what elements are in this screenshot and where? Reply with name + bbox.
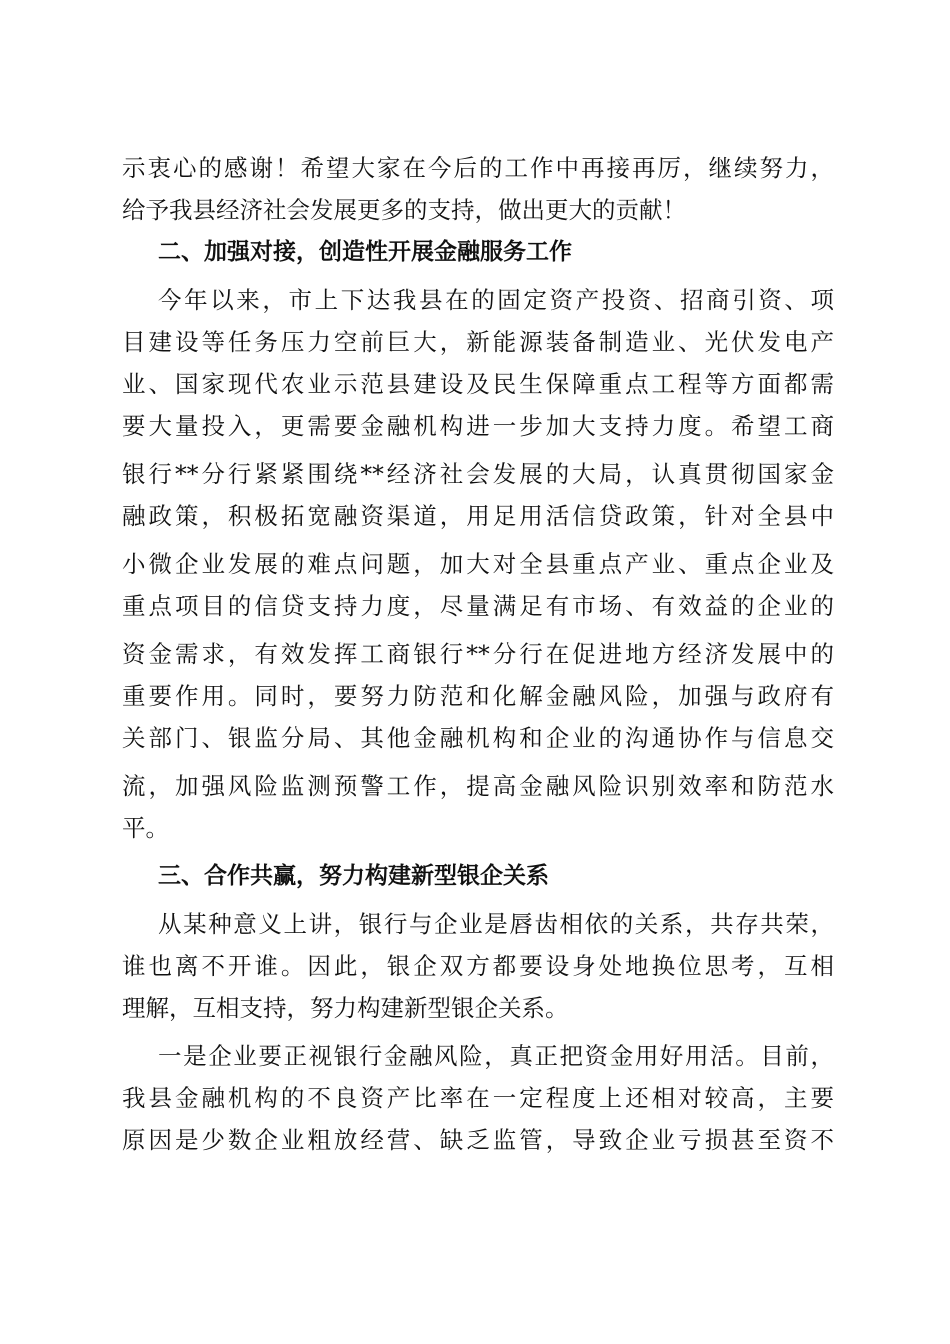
body-text-line: 要大量投入，更需要金融机构进一步加大支持力度。希望工商 <box>122 412 834 440</box>
emphasis-phrase: 一是企业要正视银行金融风险，真正把资金用好用活。 <box>158 1042 761 1070</box>
body-text-line: 我县金融机构的不良资产比率在一定程度上还相对较高，主要 <box>122 1084 834 1112</box>
section-heading-three: 三、合作共赢，努力构建新型银企关系 <box>158 863 549 889</box>
body-text-line: 融政策，积极拓宽融资渠道，用足用活信贷政策，针对全县中 <box>122 502 834 530</box>
body-text-line: 重点项目的信贷支持力度，尽量满足有市场、有效益的企业的 <box>122 592 834 620</box>
body-text-line: 资金需求，有效发挥工商银行**分行在促进地方经济发展中的 <box>122 640 834 668</box>
body-text-line-emphasis <box>158 1036 834 1076</box>
body-text-fragment: 目前， <box>760 1042 835 1070</box>
body-text-line: 业、国家现代农业示范县建设及民生保障重点工程等方面都需 <box>122 370 834 398</box>
body-text-line: 示衷心的感谢！希望大家在今后的工作中再接再厉，继续努力， <box>122 154 834 182</box>
body-text-line: 银行**分行紧紧围绕**经济社会发展的大局，认真贯彻国家金 <box>122 460 834 488</box>
body-text-line: 给予我县经济社会发展更多的支持，做出更大的贡献！ <box>122 196 686 224</box>
body-text-line: 谁也离不开谁。因此，银企双方都要设身处地换位思考，互相 <box>122 952 834 980</box>
body-text-line: 流，加强风险监测预警工作，提高金融风险识别效率和防范水 <box>122 772 834 800</box>
body-text-line: 小微企业发展的难点问题，加大对全县重点产业、重点企业及 <box>122 550 834 578</box>
body-text-line: 平。 <box>122 814 169 842</box>
body-text-line: 理解，互相支持，努力构建新型银企关系。 <box>122 994 569 1022</box>
body-text-line: 从某种意义上讲，银行与企业是唇齿相依的关系，共存共荣， <box>158 910 834 938</box>
body-text-line: 目建设等任务压力空前巨大，新能源装备制造业、光伏发电产 <box>122 328 834 356</box>
section-heading-two: 二、加强对接，创造性开展金融服务工作 <box>158 239 572 265</box>
body-text-line: 原因是少数企业粗放经营、缺乏监管，导致企业亏损甚至资不 <box>122 1126 834 1154</box>
body-text-line: 关部门、银监分局、其他金融机构和企业的沟通协作与信息交 <box>122 724 834 752</box>
body-text-line: 今年以来，市上下达我县在的固定资产投资、招商引资、项 <box>158 286 834 314</box>
body-text-line: 重要作用。同时，要努力防范和化解金融风险，加强与政府有 <box>122 682 834 710</box>
